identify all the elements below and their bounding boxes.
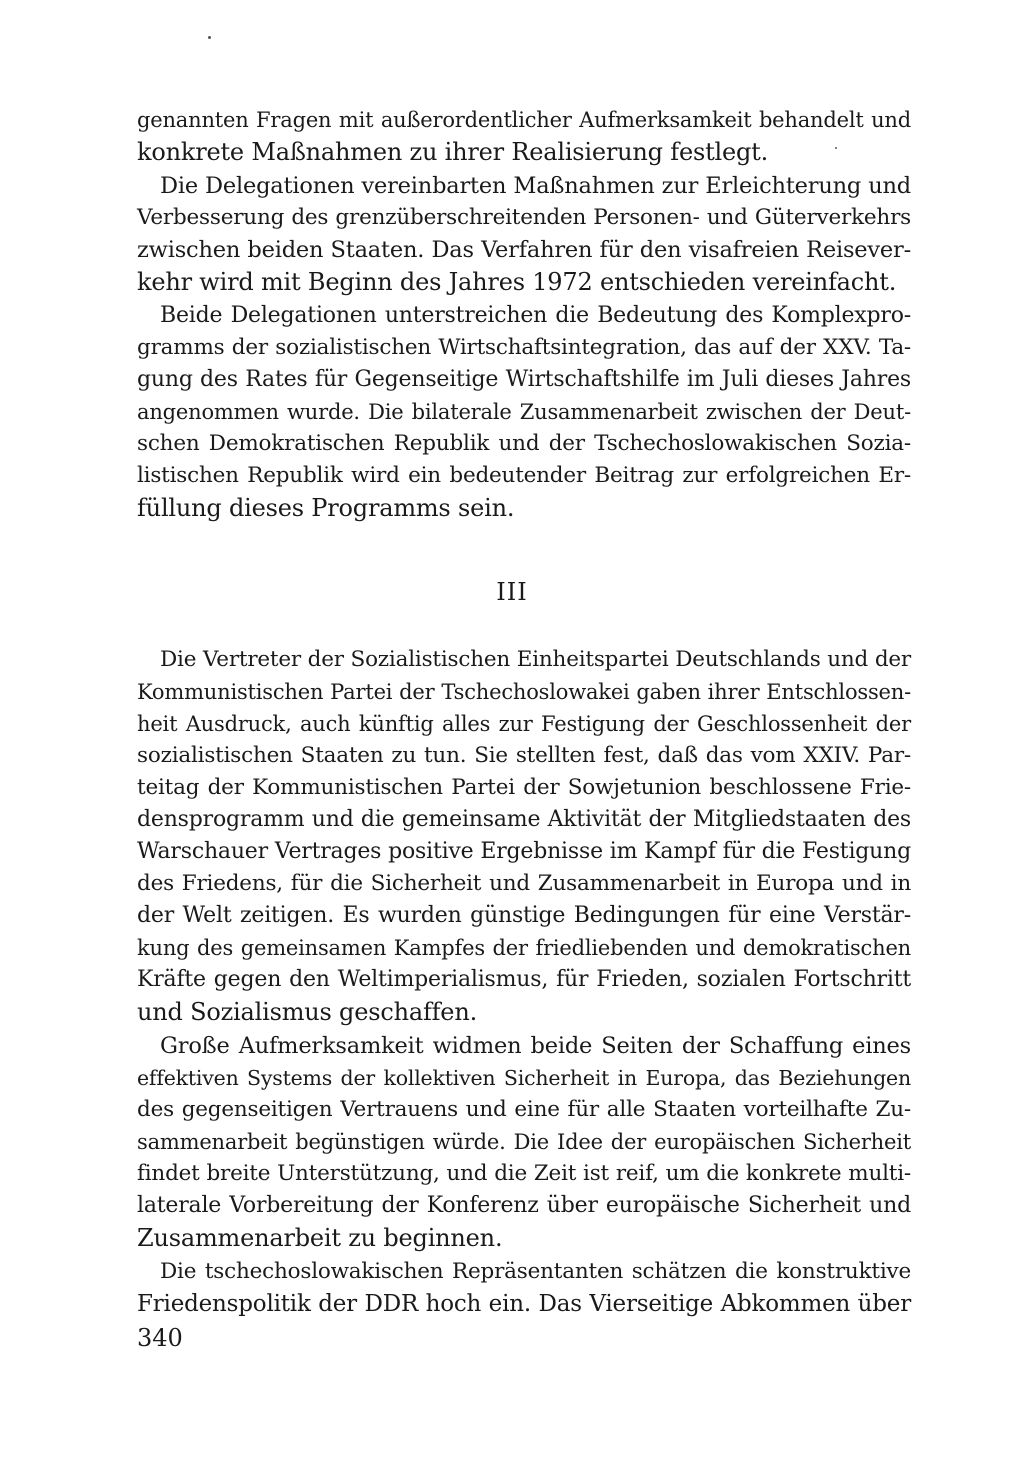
text-line: Warschauer Vertrages positive Ergebnisse im Kampf für die Festigung [137, 839, 911, 864]
text-line: schen Demokratischen Republik und der Tschechoslowakischen Sozia- [137, 431, 911, 456]
text-line: sozialistischen Staaten zu tun. Sie stellten fest, daß das vom XXIV. Par- [137, 743, 911, 768]
text-line: sammenarbeit begünstigen würde. Die Idee der europäischen Sicherheit [137, 1130, 911, 1154]
text-line: angenommen wurde. Die bilaterale Zusammenarbeit zwischen der Deut- [137, 400, 911, 424]
text-line: Die Delegationen vereinbarten Maßnahmen zur Erleichterung und [160, 173, 911, 199]
text-line: kehr wird mit Beginn des Jahres 1972 entschieden vereinfacht. [137, 268, 897, 296]
print-speck [208, 36, 211, 39]
text-line: findet breite Unterstützung, und die Zeit ist reif, um die konkrete multi- [137, 1161, 911, 1186]
text-line: Beide Delegationen unterstreichen die Bedeutung des Komplexpro- [160, 303, 911, 328]
text-line: des Friedens, für die Sicherheit und Zusammenarbeit in Europa und in [137, 871, 911, 896]
text-line: Zusammenarbeit zu beginnen. [137, 1224, 503, 1252]
print-speck [835, 147, 837, 149]
text-line: genannten Fragen mit außerordentlicher Aufmerksamkeit behandelt und [137, 108, 911, 132]
text-line: Die tschechoslowakischen Repräsentanten schätzen die konstruktive [160, 1259, 911, 1284]
text-line: Verbesserung des grenzüberschreitenden Personen- und Güterverkehrs [137, 205, 911, 230]
text-line: kung des gemeinsamen Kampfes der friedliebenden und demokratischen [137, 936, 911, 960]
text-line: effektiven Systems der kollektiven Sicherheit in Europa, das Beziehungen [137, 1066, 911, 1090]
text-line: gung des Rates für Gegenseitige Wirtschaftshilfe im Juli dieses Jahres [137, 367, 911, 392]
text-line: des gegenseitigen Vertrauens und eine für alle Staaten vorteilhafte Zu- [137, 1097, 911, 1122]
text-line: densprogramm und die gemeinsame Aktivität der Mitgliedstaaten des [137, 807, 911, 832]
text-line: teitag der Kommunistischen Partei der Sowjetunion beschlossene Frie- [137, 775, 911, 800]
text-line: füllung dieses Programms sein. [137, 494, 515, 522]
text-line: Friedenspolitik der DDR hoch ein. Das Vierseitige Abkommen über [137, 1291, 911, 1317]
text-line: Große Aufmerksamkeit widmen beide Seiten der Schaffung eines [160, 1033, 911, 1059]
text-line: konkrete Maßnahmen zu ihrer Realisierung festlegt. [137, 138, 769, 166]
text-line: gramms der sozialistischen Wirtschaftsintegration, das auf der XXV. Ta- [137, 335, 911, 360]
text-line: listischen Republik wird ein bedeutender Beitrag zur erfolgreichen Er- [137, 463, 911, 488]
text-line: zwischen beiden Staaten. Das Verfahren für den visafreien Reisever- [137, 237, 911, 263]
text-line: Die Vertreter der Sozialistischen Einheitspartei Deutschlands und der [160, 647, 911, 672]
page-number: 340 [137, 1324, 183, 1352]
text-line: und Sozialismus geschaffen. [137, 998, 477, 1026]
section-heading: III [496, 578, 528, 606]
text-line: Kräfte gegen den Weltimperialismus, für Frieden, sozialen Fortschritt [137, 967, 911, 992]
text-line: heit Ausdruck, auch künftig alles zur Festigung der Geschlossenheit der [137, 712, 911, 736]
text-line: Kommunistischen Partei der Tschechoslowakei gaben ihrer Entschlossen- [137, 680, 911, 704]
text-line: laterale Vorbereitung der Konferenz über europäische Sicherheit und [137, 1193, 911, 1218]
text-line: der Welt zeitigen. Es wurden günstige Bedingungen für eine Verstär- [137, 903, 911, 928]
